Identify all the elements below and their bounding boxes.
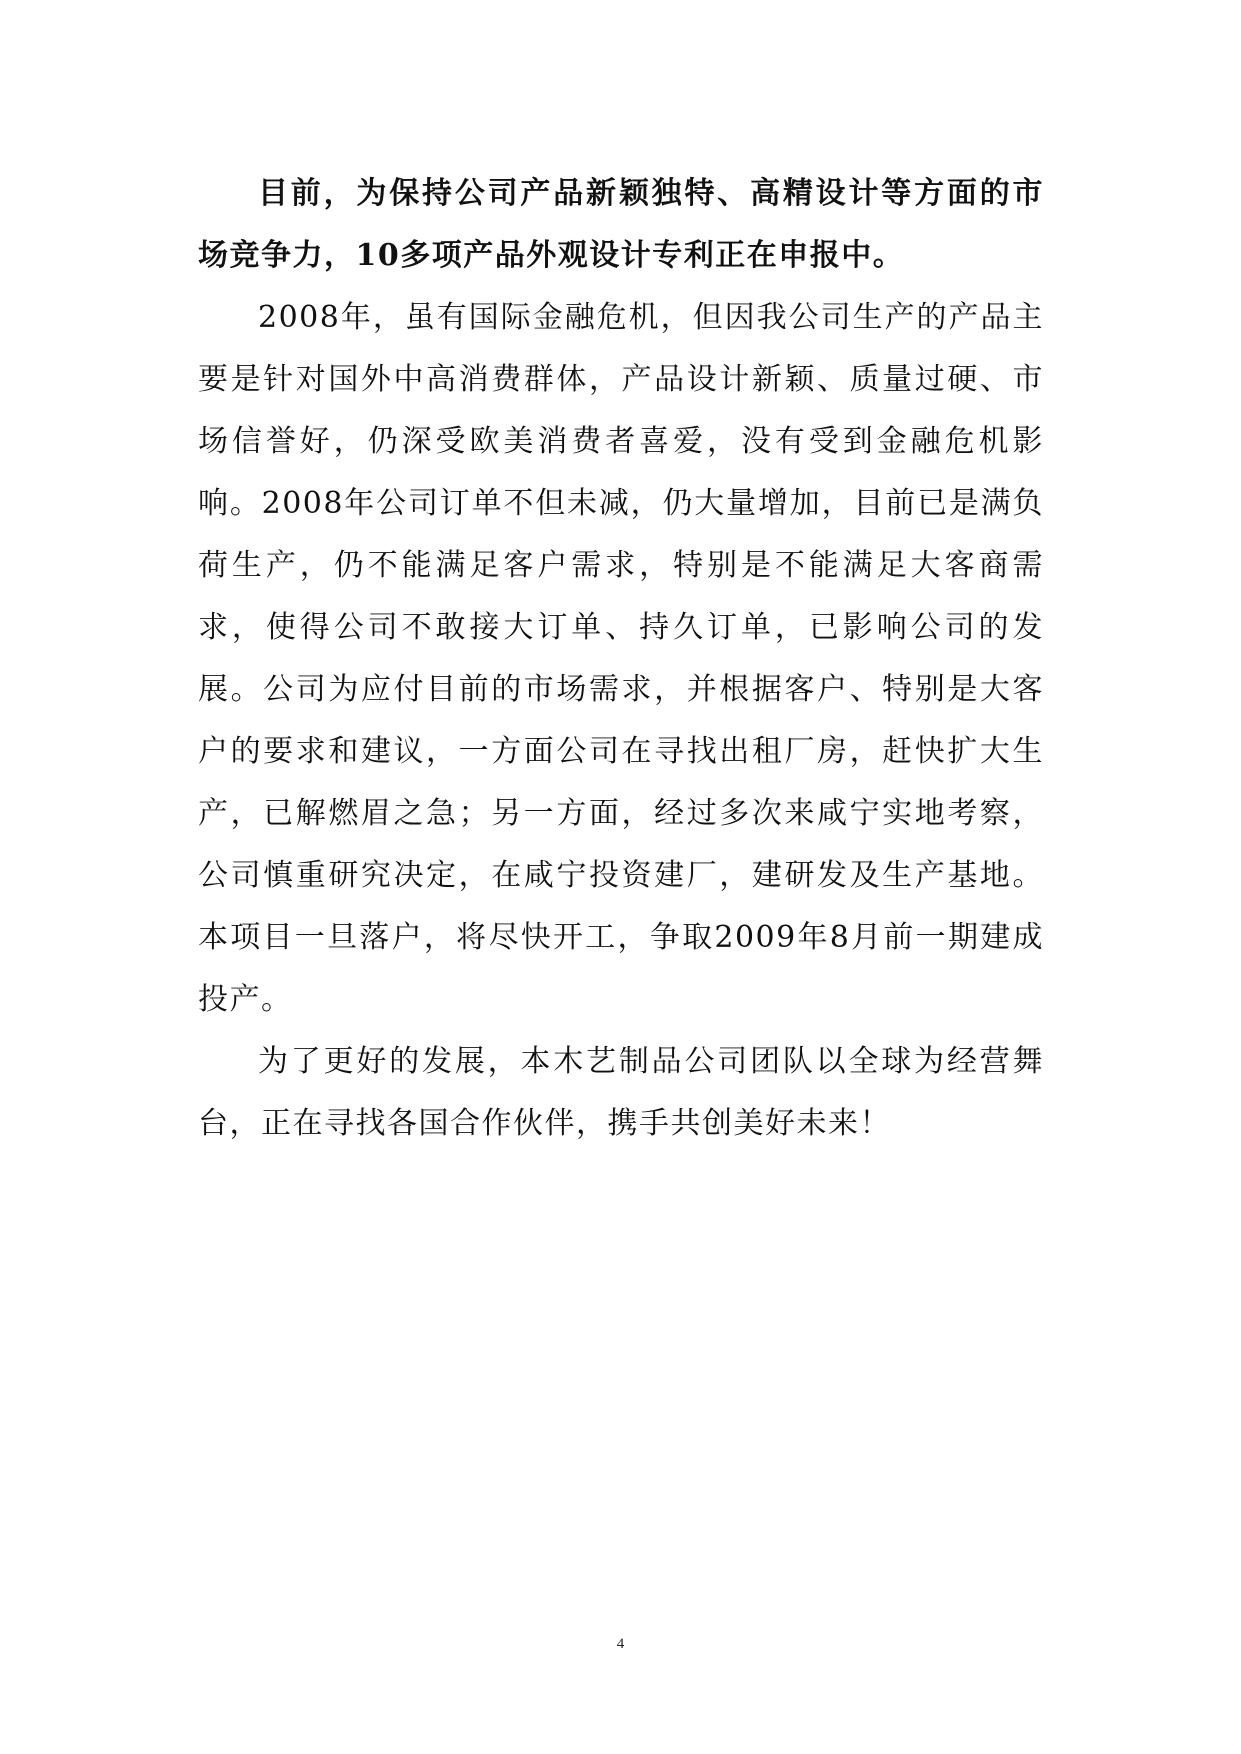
page-number: 4	[616, 1636, 625, 1652]
paragraph-2008-production: 2008年，虽有国际金融危机，但因我公司生产的产品主要是针对国外中高消费群体，产品设计新颖、质量过硬、市场信誉好，仍深受欧美消费者喜爱，没有受到金融危机影响。2008年公司订单不但未减，仍大量增加，目前已是满负荷生产，仍不能满足客户需求，特别是不能满足大客商需求，使得公司不敢接大订单、持久订单，已影响公司的发展。公司为应付目前的市场需求，并根据客户、特别是大客户的要求和建议，一方面公司在寻找出租厂房，赶快扩大生产，已解燃眉之急；另一方面，经过多次来咸宁实地考察，公司慎重研究决定，在咸宁投资建厂，建研发及生产基地。本项目一旦落户，将尽快开工，争取2009年8月前一期建成投产。	[198, 300, 1044, 1017]
body-text	[198, 163, 1044, 1155]
paragraph-future: 为了更好的发展，本木艺制品公司团队以全球为经营舞台，正在寻找各国合作伙伴，携手共创美好未来！	[198, 1044, 1044, 1141]
paragraph-patents: 目前，为保持公司产品新颖独特、高精设计等方面的市场竞争力，10多项产品外观设计专利正在申报中。	[198, 176, 1044, 273]
